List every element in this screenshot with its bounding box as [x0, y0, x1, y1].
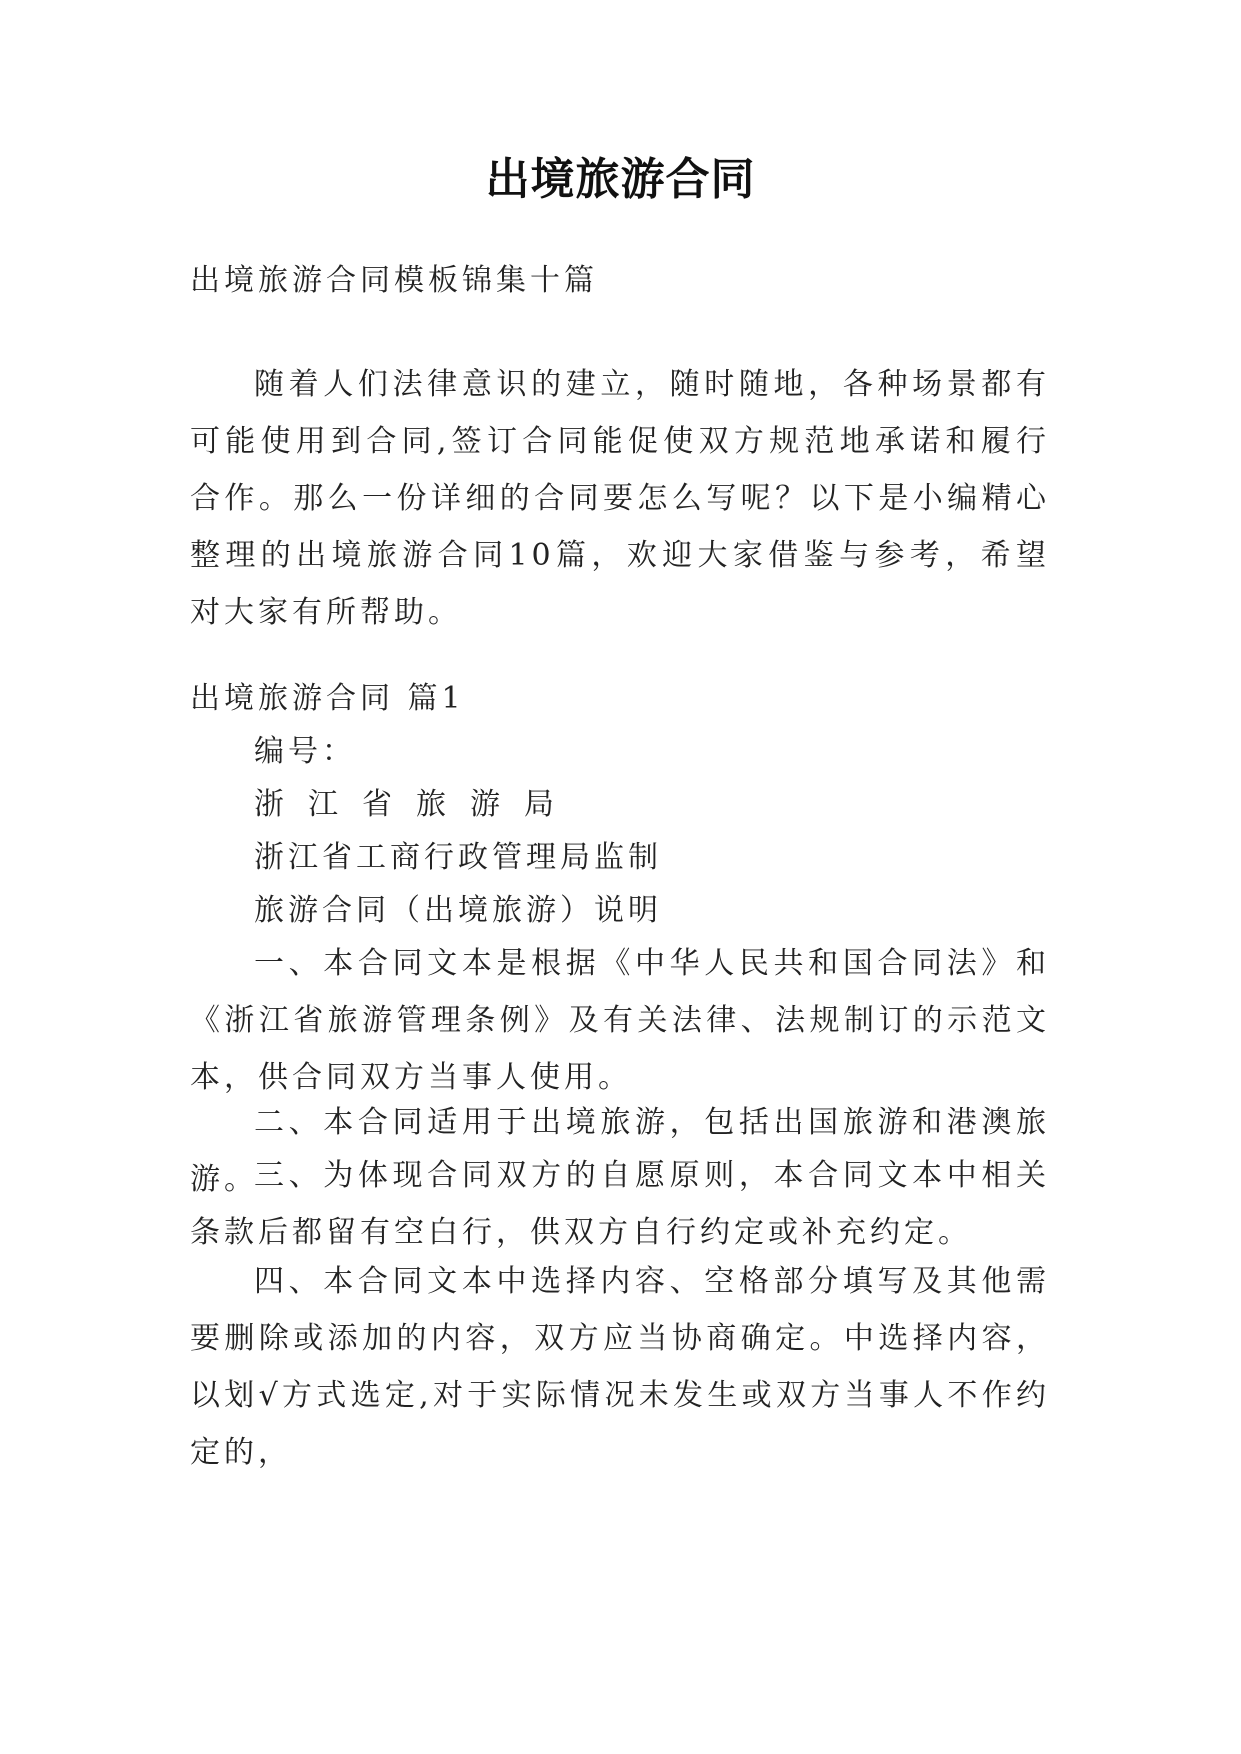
- notice-title: 旅游合同（出境旅游）说明: [254, 893, 662, 928]
- clause-4: 四、本合同文本中选择内容、空格部分填写及其他需要删除或添加的内容，双方应当协商确定。中选择内容，以划√方式选定,对于实际情况未发生或双方当事人不作约定的，: [190, 1264, 1050, 1470]
- document-title: 出境旅游合同: [485, 154, 756, 205]
- clause-1: 一、本合同文本是根据《中华人民共和国合同法》和《浙江省旅游管理条例》及有关法律、法规制订的示范文本，供合同双方当事人使用。: [190, 946, 1050, 1095]
- section-heading: 出境旅游合同 篇1: [190, 681, 465, 716]
- issuer-name: 浙江省旅游局: [254, 787, 578, 822]
- document-subtitle: 出境旅游合同模板锦集十篇: [190, 263, 598, 298]
- intro-paragraph: 随着人们法律意识的建立，随时随地，各种场景都有可能使用到合同,签订合同能促使双方规范地承诺和履行合作。那么一份详细的合同要怎么写呢？以下是小编精心整理的出境旅游合同10篇，欢迎大家借鉴与参考，希望对大家有所帮助。: [190, 367, 1050, 630]
- clause-2: 二、本合同适用于出境旅游，包括出国旅游和港澳旅游。: [190, 1105, 1050, 1197]
- supervisor-line: 浙江省工商行政管理局监制: [254, 840, 662, 875]
- contract-number-label: 编号：: [254, 734, 356, 769]
- clause-3: 三、为体现合同双方的自愿原则，本合同文本中相关条款后都留有空白行，供双方自行约定或补充约定。: [190, 1158, 1050, 1250]
